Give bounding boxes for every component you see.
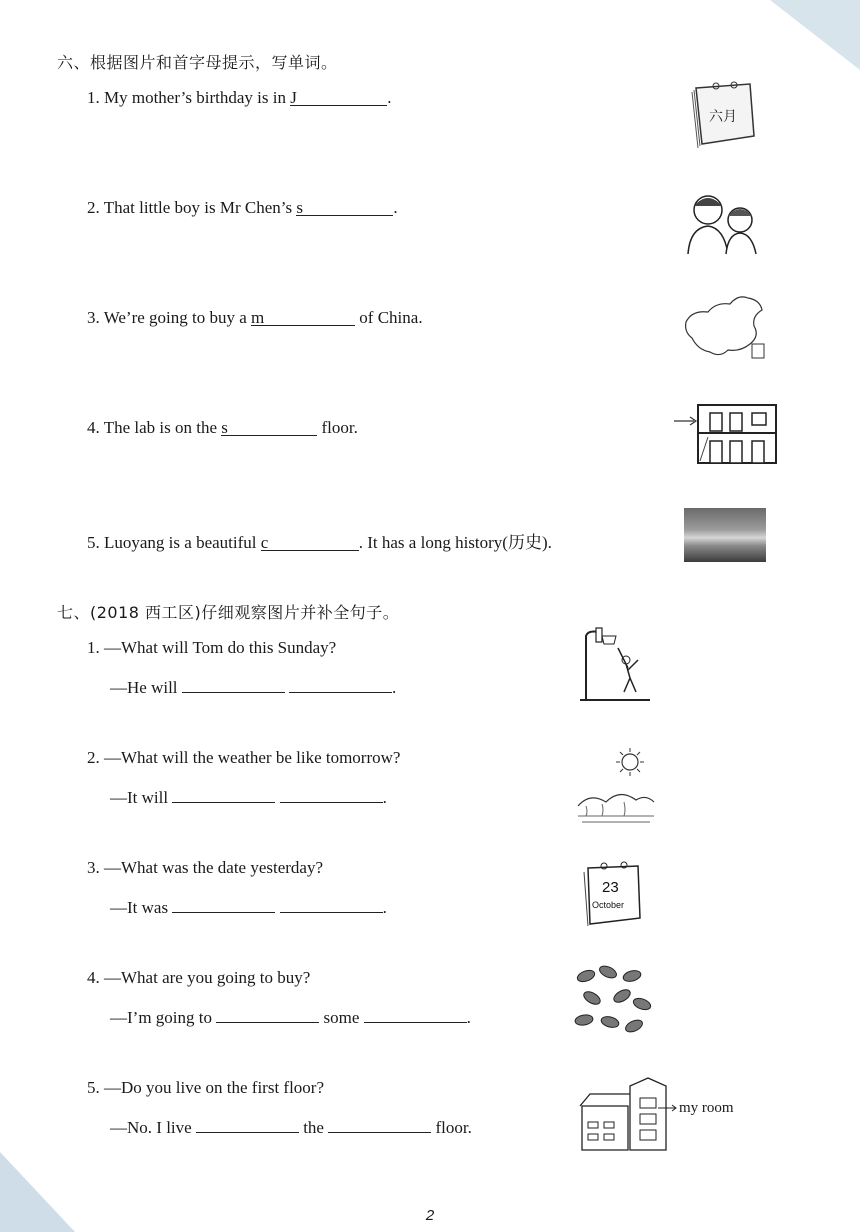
question-text: —What will the weather be like tomorrow? <box>104 748 401 767</box>
answer-blank[interactable] <box>296 198 393 216</box>
calendar-month-label: 六月 <box>709 109 737 125</box>
question-text: My mother’s birthday is in <box>104 88 286 107</box>
basketball-player-icon <box>576 626 652 702</box>
answer-7-4 <box>110 1005 471 1028</box>
question-text: —What was the date yesterday? <box>104 858 324 877</box>
question-text-after: floor. <box>321 418 358 437</box>
answer-7-2 <box>110 785 387 808</box>
answer-blank[interactable] <box>364 1005 467 1023</box>
question-number: 2. <box>87 198 100 217</box>
question-number: 5. <box>87 533 100 552</box>
answer-prefix: —I’m going to <box>110 1008 212 1027</box>
question-text: The lab is on the <box>103 418 218 437</box>
question-text: That little boy is Mr Chen’s <box>103 198 293 217</box>
city-skyline-photo <box>684 508 766 562</box>
answer-suffix: floor. <box>435 1118 472 1137</box>
answer-prefix: —No. I live <box>110 1118 192 1137</box>
question-text-after: of China. <box>359 308 423 327</box>
answer-7-3 <box>110 895 387 918</box>
question-text-after: . <box>387 88 392 107</box>
question-6-3 <box>87 308 423 328</box>
question-number: 3. <box>87 308 100 327</box>
question-number: 4. <box>87 968 100 987</box>
answer-suffix: . <box>466 1008 471 1027</box>
question-text: Luoyang is a beautiful <box>104 533 257 552</box>
question-number: 1. <box>87 638 100 657</box>
answer-blank[interactable] <box>290 88 387 106</box>
answer-middle: some <box>323 1008 360 1027</box>
hint-letter: s <box>296 198 303 217</box>
answer-suffix: . <box>382 788 387 807</box>
hint-letter: J <box>290 88 297 107</box>
answer-suffix: . <box>382 898 387 917</box>
question-text-after: . <box>393 198 398 217</box>
answer-blank[interactable] <box>182 675 285 693</box>
calendar-october-icon <box>578 860 644 928</box>
answer-blank[interactable] <box>280 785 383 803</box>
my-room-label: my room <box>679 1100 734 1116</box>
question-6-2 <box>87 198 398 218</box>
question-text: —What are you going to buy? <box>104 968 311 987</box>
question-text: —Do you live on the first floor? <box>104 1078 325 1097</box>
answer-blank[interactable] <box>328 1115 431 1133</box>
answer-blank[interactable] <box>289 675 392 693</box>
answer-prefix: —It was <box>110 898 169 917</box>
question-6-1 <box>87 88 391 108</box>
answer-blank[interactable] <box>261 533 359 551</box>
answer-prefix: —It will <box>110 788 169 807</box>
calendar-month-label: October <box>592 900 625 910</box>
question-number: 1. <box>87 88 100 107</box>
answer-blank[interactable] <box>280 895 383 913</box>
hint-letter: c <box>260 533 269 552</box>
calendar-day-label: 23 <box>602 879 619 896</box>
sunny-weather-icon <box>576 744 656 826</box>
calendar-june-icon <box>688 78 760 150</box>
page-corner-decoration <box>770 0 860 70</box>
answer-7-5 <box>110 1115 472 1138</box>
answer-7-1 <box>110 675 396 698</box>
answer-prefix: —He will <box>110 678 178 697</box>
question-number: 2. <box>87 748 100 767</box>
father-and-son-icon <box>684 188 764 256</box>
building-floors-icon <box>670 403 780 465</box>
question-7-2 <box>87 748 400 768</box>
question-7-4 <box>87 968 310 988</box>
hint-letter: s <box>221 418 228 437</box>
question-7-1 <box>87 638 336 658</box>
answer-blank[interactable] <box>221 418 317 436</box>
question-6-5 <box>87 528 552 553</box>
answer-blank[interactable] <box>172 785 275 803</box>
question-number: 5. <box>87 1078 100 1097</box>
question-text: We’re going to buy a <box>103 308 247 327</box>
answer-suffix: . <box>392 678 397 697</box>
question-number: 3. <box>87 858 100 877</box>
question-number: 4. <box>87 418 100 437</box>
question-6-4 <box>87 418 358 438</box>
candies-icon <box>570 962 654 1036</box>
answer-blank[interactable] <box>251 308 355 326</box>
page-number: 2 <box>425 1207 435 1224</box>
answer-middle: the <box>303 1118 324 1137</box>
answer-blank[interactable] <box>196 1115 299 1133</box>
question-text: —What will Tom do this Sunday? <box>104 638 337 657</box>
house-my-room-icon <box>578 1076 678 1152</box>
question-text-after: . It has a long history(历史). <box>358 533 552 552</box>
answer-blank[interactable] <box>172 895 275 913</box>
section-six-heading: 六、根据图片和首字母提示，写单词。 <box>57 53 338 72</box>
question-7-3 <box>87 858 323 878</box>
china-map-icon <box>682 292 768 362</box>
hint-letter: m <box>251 308 265 327</box>
answer-blank[interactable] <box>216 1005 319 1023</box>
section-seven-heading: 七、(2018 西工区)仔细观察图片并补全句子。 <box>57 603 400 622</box>
question-7-5 <box>87 1078 324 1098</box>
